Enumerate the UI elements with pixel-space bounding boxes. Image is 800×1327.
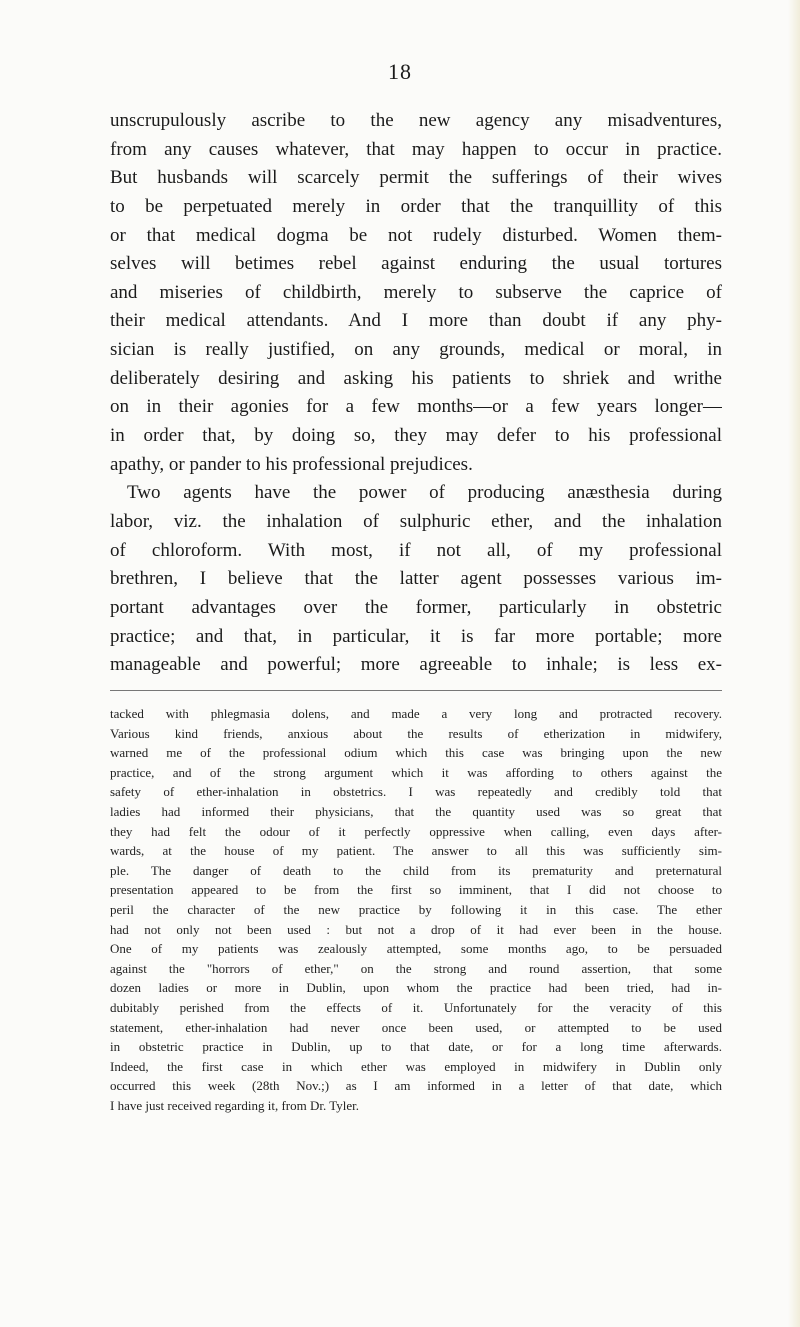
footnote-line: warned me of the professional odium which this case was bringing upon the new: [110, 745, 722, 761]
footnote-text: [110, 704, 722, 1115]
footnote-line: ple. The danger of death to the child from its prematurity and preternatural: [110, 862, 722, 878]
footnote-line: practice, and of the strong argument which it was affording to others against the: [110, 764, 722, 780]
body-line: from any causes whatever, that may happen to occur in practice.: [110, 138, 722, 160]
body-line: But husbands will scarcely permit the sufferings of their wives: [110, 167, 722, 189]
footnote-line: I have just received regarding it, from Dr. Tyler.: [110, 1097, 360, 1113]
body-line: brethren, I believe that the latter agent possesses various im-: [110, 568, 722, 590]
body-line: unscrupulously ascribe to the new agency any misadventures,: [110, 110, 722, 131]
body-line: to be perpetuated merely in order that the tranquillity of this: [110, 195, 722, 217]
body-line: Two agents have the power of producing anæsthesia during: [127, 482, 722, 504]
footnote-line: they had felt the odour of it perfectly oppressive when calling, even days after-: [110, 823, 722, 839]
body-line: selves will betimes rebel against enduring the usual tortures: [110, 253, 722, 275]
body-line: deliberately desiring and asking his patients to shriek and writhe: [110, 367, 722, 389]
footnote-line: tacked with phlegmasia dolens, and made a very long and protracted recovery.: [110, 706, 722, 721]
footnote-line: safety of ether-inhalation in obstetrics. I was repeatedly and credibly told that: [110, 784, 722, 800]
body-line: manageable and powerful; more agreeable to inhale; is less ex-: [110, 654, 722, 676]
footnote-line: against the "horrors of ether," on the strong and round assertion, that some: [110, 960, 722, 976]
footnote-line: dozen ladies or more in Dublin, upon whom the practice had been tried, had in-: [110, 980, 722, 996]
body-line: or that medical dogma be not rudely disturbed. Women them-: [110, 224, 722, 246]
footnote-line: One of my patients was zealously attempted, some months ago, to be persuaded: [110, 941, 722, 957]
footnote-line: Indeed, the first case in which ether was employed in midwifery in Dublin only: [110, 1058, 722, 1074]
footnote-divider: [110, 690, 722, 691]
footnote-line: peril the character of the new practice by following it in this case. The ether: [110, 901, 722, 917]
body-line: apathy, or pander to his professional prejudices.: [110, 453, 473, 475]
footnote-line: wards, at the house of my patient. The answer to all this was sufficiently sim-: [110, 843, 722, 859]
body-line: sician is really justified, on any grounds, medical or moral, in: [110, 339, 722, 361]
main-text: [110, 107, 722, 680]
footnote-line: dubitably perished from the effects of it. Unfortunately for the veracity of this: [110, 999, 722, 1015]
body-line: labor, viz. the inhalation of sulphuric ether, and the inhalation: [110, 510, 722, 532]
footnote-line: statement, ether-inhalation had never once been used, or attempted to be used: [110, 1019, 722, 1035]
body-line: and miseries of childbirth, merely to subserve the caprice of: [110, 281, 722, 303]
body-line: in order that, by doing so, they may defer to his professional: [110, 425, 722, 447]
body-line: of chloroform. With most, if not all, of my professional: [110, 539, 722, 561]
footnote-line: occurred this week (28th Nov.;) as I am informed in a letter of that date, which: [110, 1078, 722, 1094]
page-edge-shadow: [788, 0, 800, 1327]
body-line: practice; and that, in particular, it is far more portable; more: [110, 625, 722, 647]
footnote-line: presentation appeared to be from the first so imminent, that I did not choose to: [110, 882, 722, 898]
body-line: their medical attendants. And I more than doubt if any phy-: [110, 310, 722, 332]
footnote-line: in obstetric practice in Dublin, up to that date, or for a long time afterwards.: [110, 1039, 722, 1055]
footnote-line: Various kind friends, anxious about the results of etherization in midwifery,: [110, 725, 722, 741]
body-line: on in their agonies for a few months—or a few years longer—: [110, 396, 722, 418]
body-line: portant advantages over the former, particularly in obstetric: [110, 596, 722, 618]
footnote-line: ladies had informed their physicians, that the quantity used was so great that: [110, 803, 722, 819]
page-number: 18: [388, 59, 412, 84]
footnote-line: had not only not been used : but not a drop of it had ever been in the house.: [110, 921, 722, 937]
